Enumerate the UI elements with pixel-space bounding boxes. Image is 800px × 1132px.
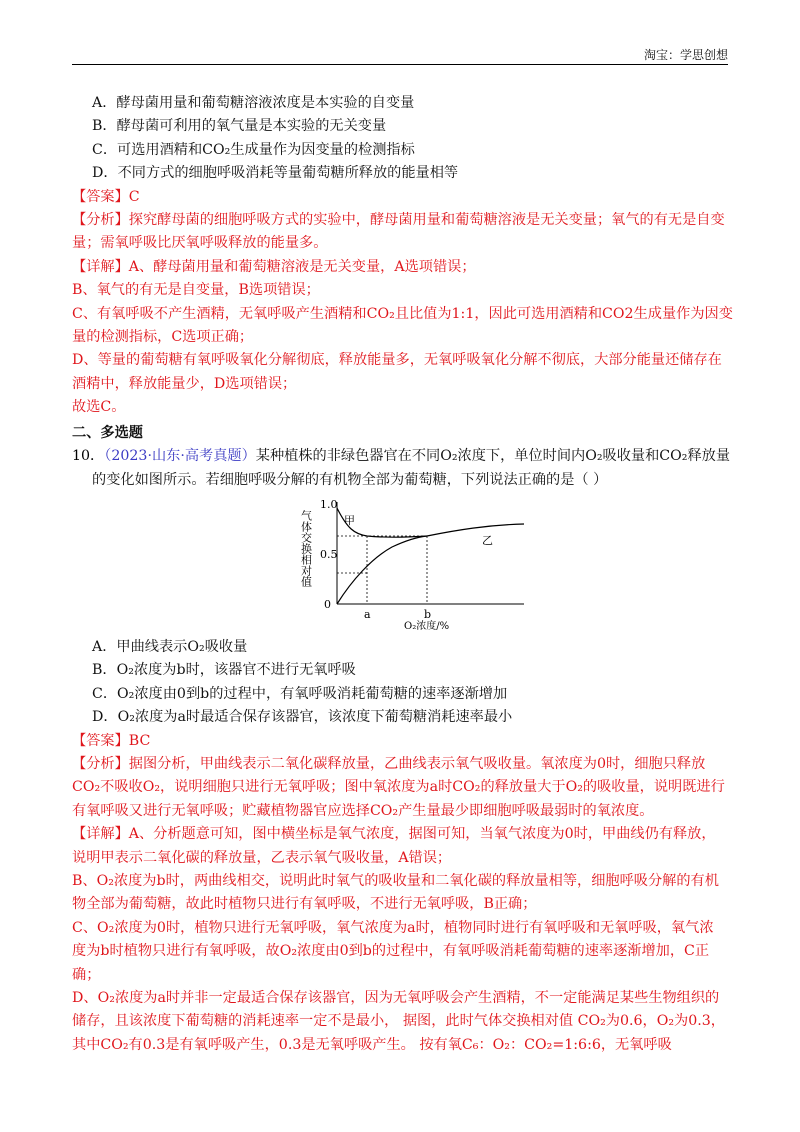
- q9-answer: 【答案】C: [72, 188, 140, 205]
- q9-detail-line: 故选C。: [72, 399, 126, 416]
- q10-analysis-line: 有氧呼吸又进行无氧呼吸；贮藏植物器官应选择CO₂产生量最少即细胞呼吸最弱时的氧浓度。: [72, 802, 654, 819]
- q10-figure: [292, 500, 592, 630]
- q10-detail-line: 说明甲表示二氧化碳的释放量，乙表示氧气吸收量，A错误；: [72, 849, 452, 866]
- q10-detail-line: C、O₂浓度为0时，植物只进行无氧呼吸，氧气浓度为a时，植物同时进行有氧呼吸和无氧呼吸，氧气浓: [72, 919, 714, 936]
- q9-detail-line: C、有氧呼吸不产生酒精，无氧呼吸产生酒精和CO₂且比值为1:1，因此可选用酒精和CO2生成量作为因变: [72, 305, 733, 322]
- q10-stem-line: 某种植株的非绿色器官在不同O₂浓度下，单位时间内O₂吸收量和CO₂释放量: [255, 448, 731, 465]
- section-title: 二、多选题: [72, 424, 143, 441]
- gas-exchange-graph: [292, 500, 592, 630]
- y-tick-label: 0: [324, 597, 331, 611]
- q10-source: （2023·山东·高考真题）: [104, 448, 256, 465]
- q9-option-d: D．不同方式的细胞呼吸消耗等量葡萄糖所释放的能量相等: [92, 165, 459, 182]
- header-text: 淘宝：学思创想: [643, 48, 728, 62]
- q9-detail-line: 量的检测指标，C选项正确；: [72, 329, 254, 346]
- q10-answer: 【答案】BC: [72, 732, 151, 749]
- q9-option-a: A．酵母菌用量和葡萄糖溶液浓度是本实验的自变量: [92, 95, 415, 111]
- q10-stem-first: [72, 445, 732, 468]
- q10-detail-line: D、O₂浓度为a时并非一定最适合保存该器官，因为无氧呼吸会产生酒精，不一定能满足某些生物组织的: [72, 990, 720, 1006]
- x-tick-label: b: [424, 607, 432, 621]
- q10-number: 10．: [72, 448, 105, 465]
- q10-analysis-line: CO₂不吸收O₂，说明细胞只进行无氧呼吸；图中氧浓度为a时CO₂的释放量大于O₂的吸收量，说明既进行: [72, 779, 725, 796]
- q10-detail-line: B、O₂浓度为b时，两曲线相交，说明此时氧气的吸收量和二氧化碳的释放量相等，细胞呼吸分解的有机: [72, 872, 719, 889]
- q10-option-c: C．O₂浓度由0到b的过程中，有氧呼吸消耗葡萄糖的速率逐渐增加: [92, 685, 508, 702]
- q9-analysis-line: 量；需氧呼吸比厌氧呼吸释放的能量多。: [72, 235, 328, 252]
- q9-analysis-line: 【分析】探究酵母菌的细胞呼吸方式的实验中，酵母菌用量和葡萄糖溶液是无关变量；氧气的有无是自变: [72, 212, 725, 229]
- curve-jia-label: 甲: [344, 513, 355, 527]
- q10-option-b: B．O₂浓度为b时，该器官不进行无氧呼吸: [92, 662, 356, 679]
- q9-option-b: B．酵母菌可利用的氧气量是本实验的无关变量: [92, 118, 387, 135]
- q10-option-a: A．甲曲线表示O₂吸收量: [92, 638, 248, 655]
- page-content: [72, 92, 732, 1057]
- q10-detail-line: 【详解】A、分析题意可知，图中横坐标是氧气浓度，据图可知，当氧气浓度为0时，甲曲线仍有释放，: [72, 826, 716, 843]
- y-tick-label: 1.0: [320, 499, 338, 511]
- curve-yi-label: 乙: [482, 533, 493, 547]
- q9-detail-line: B、氧气的有无是自变量，B选项错误；: [72, 282, 320, 299]
- x-axis-label: O₂浓度/%: [404, 620, 450, 630]
- q10-detail-line: 确；: [72, 966, 101, 983]
- q9-option-c: C．可选用酒精和CO₂生成量作为因变量的检测指标: [92, 141, 415, 158]
- y-axis-label: 气体交换相对值: [299, 509, 313, 587]
- q10-detail-line: 物全部为葡萄糖，故此时植物只进行有氧呼吸，不进行无氧呼吸，B正确；: [72, 896, 537, 913]
- q10-option-d: D．O₂浓度为a时最适合保存该器官，该浓度下葡萄糖消耗速率最小: [92, 709, 513, 726]
- q10-stem-line: 的变化如图所示。若细胞呼吸分解的有机物全部为葡萄糖，下列说法正确的是（ ）: [92, 471, 608, 488]
- q9-detail-line: 酒精中，释放能量少，D选项错误；: [72, 375, 297, 392]
- y-tick-label: 0.5: [320, 547, 338, 561]
- x-tick-label: a: [364, 607, 371, 621]
- q9-detail-line: D、等量的葡萄糖有氧呼吸氧化分解彻底，释放能量多，无氧呼吸氧化分解不彻底，大部分能量还储存在: [72, 352, 722, 369]
- q10-analysis-line: 【分析】据图分析，甲曲线表示二氧化碳释放量，乙曲线表示氧气吸收量。氧浓度为0时，细胞只释放: [72, 755, 706, 772]
- page-header: [72, 44, 728, 65]
- q10-detail-line: 其中CO₂有0.3是有氧呼吸产生，0.3是无氧呼吸产生。 按有氧C₆：O₂：CO₂=1:6:6，无氧呼吸: [72, 1036, 672, 1053]
- q9-detail-line: 【详解】A、酵母菌用量和葡萄糖溶液是无关变量，A选项错误；: [72, 258, 476, 275]
- q10-detail-line: 度为b时植物只进行有氧呼吸，故O₂浓度由0到b的过程中，有氧呼吸消耗葡萄糖的速率逐渐增加，C正: [72, 943, 710, 960]
- q10-detail-line: 储存，且该浓度下葡萄糖的消耗速率一定不是最小， 据图，此时气体交换相对值 CO₂为0.6，O₂为0.3，: [72, 1013, 725, 1030]
